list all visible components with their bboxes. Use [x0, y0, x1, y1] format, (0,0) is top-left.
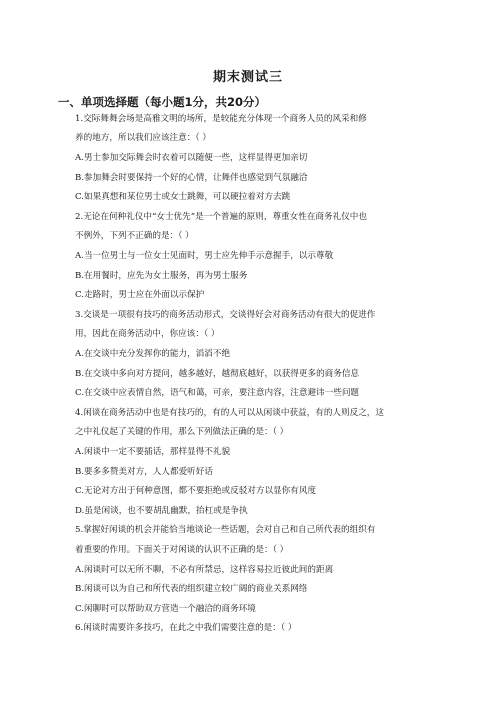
question-line: 6.闲谈时需要许多技巧，在此之中我们需要注意的是：（ ）: [75, 623, 297, 633]
question-line: 4.闲谈在商务活动中也是有技巧的，有的人可以从闲谈中获益，有的人则反之，这: [75, 408, 384, 418]
option-line: C.如果真想和某位男士或女士跳舞，可以硬拉着对方去跳: [75, 192, 291, 202]
section-heading: 一、单项选择题（每小题1分，共20分）: [58, 95, 267, 109]
option-line: B.在用餐时，应先为女士服务，再为男士服务: [75, 271, 248, 281]
question-line: 2.无论在何种礼仪中“女士优先”是一个普遍的原则，尊重女性在商务礼仪中也: [75, 212, 367, 222]
option-line: B.闲谈可以为自己和所代表的组织建立较广阔的商业关系网络: [75, 584, 308, 594]
option-line: B.参加舞会时要保持一个好的心情，让舞伴也感觉到气氛融洽: [75, 173, 308, 183]
question-line: 用，因此在商务活动中，你应该：（ ）: [75, 329, 220, 339]
question-line: 不例外，下列不正确的是：（ ）: [75, 231, 194, 241]
option-line: A.男士参加交际舞会时衣着可以随便一些，这样显得更加亲切: [75, 153, 308, 163]
option-line: A.闲谈时可以无所不聊，不必有所禁忌，这样容易拉近彼此间的距离: [75, 565, 334, 575]
option-line: C.无论对方出于何种意图，都不要拒绝或反驳对方以显你有风度: [75, 486, 317, 496]
option-line: A.当一位男士与一位女士见面时，男士应先伸手示意握手，以示尊敬: [75, 251, 334, 261]
option-line: A.闲谈中一定不要插话，那样显得不礼貌: [75, 447, 231, 457]
option-line: C.在交谈中应表情自然，语气和蔼，可亲，要注意内容，注意避讳一些问题: [75, 388, 360, 398]
option-line: B.要多多赞美对方，人人都爱听好话: [75, 467, 213, 477]
question-line: 3.交谈是一项很有技巧的商务活动形式，交谈得好会对商务活动有很大的促进作: [75, 310, 376, 320]
question-line: 1.交际舞舞会场是高雅文明的场所，是较能充分体现一个商务人员的风采和修: [75, 114, 367, 124]
document-title: 期末测试三: [212, 70, 283, 85]
option-line: B.在交谈中多向对方提问，越多越好，越彻底越好，以获得更多的商务信息: [75, 369, 360, 379]
question-line: 养的地方，所以我们应该注意：（ ）: [75, 133, 211, 143]
question-line: 着重要的作用。下面关于对闲谈的认识不正确的是：（ ）: [75, 545, 289, 555]
option-line: C.闲聊时可以帮助双方营造一个融洽的商务环境: [75, 604, 256, 614]
option-line: A.在交谈中充分发挥你的能力，滔滔不绝: [75, 349, 231, 359]
option-line: C.走路时，男士应在外面以示保护: [75, 290, 205, 300]
option-line: D.虽是闲谈，也不要胡乱幽默，抬杠或是争执: [75, 506, 248, 516]
question-line: 5.掌握好闲谈的机会并能恰当地谈论一些话题，会对自己和自己所代表的组织有: [75, 525, 376, 535]
question-line: 之中礼仪起了关键的作用，那么下列做法正确的是：（ ）: [75, 427, 289, 437]
